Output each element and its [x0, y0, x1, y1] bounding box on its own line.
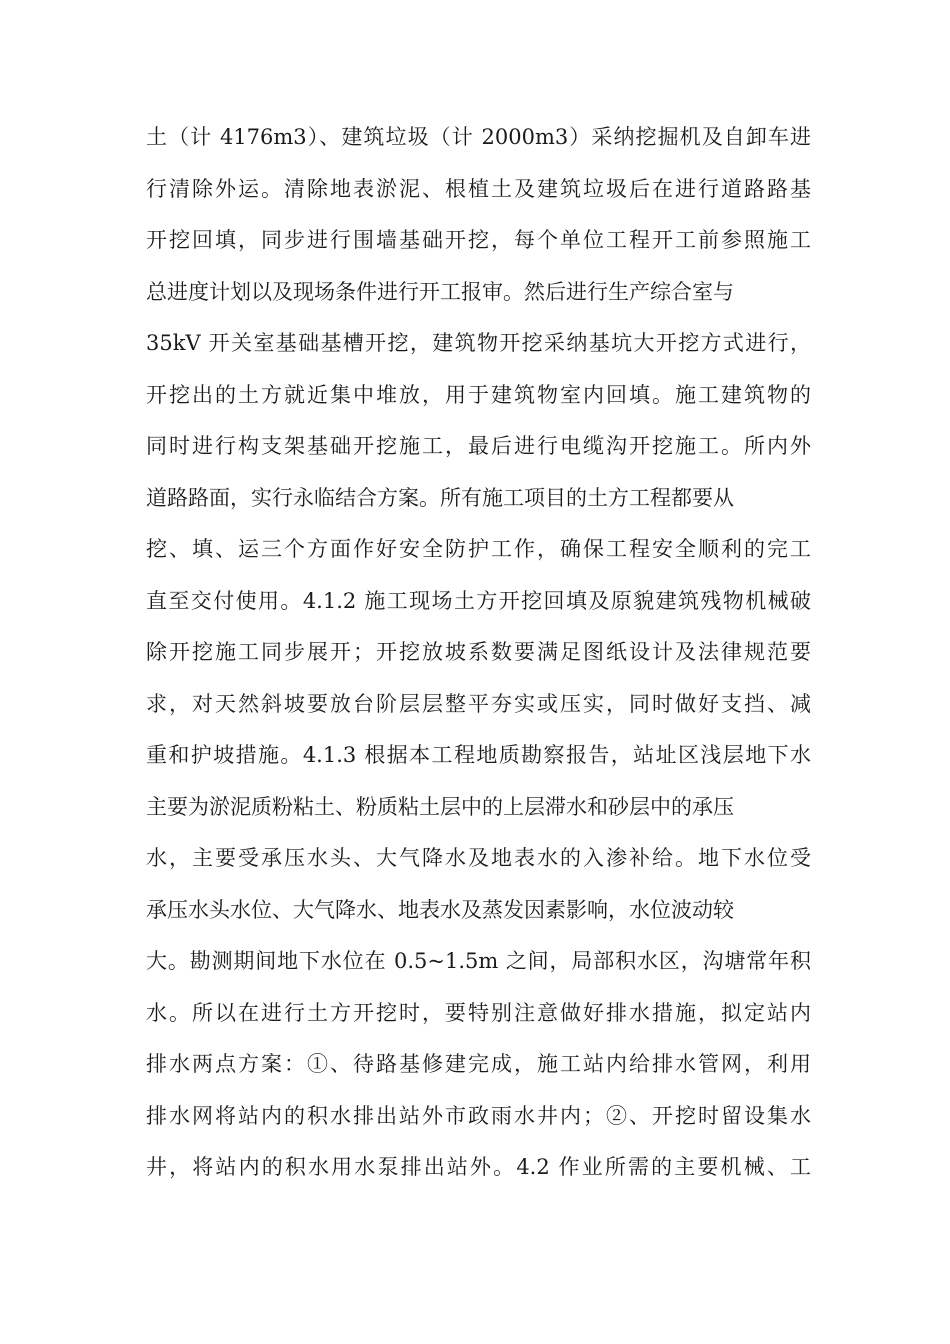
text-line-16: 承压水头水位、大气降水、地表水及蒸发因素影响，水位波动较	[146, 897, 734, 922]
text-line-18: 水。所以在进行土方开挖时，要特别注意做好排水措施，拟定站内	[146, 1000, 811, 1025]
text-line-12: 求，对天然斜坡要放台阶层层整平夯实或压实，同时做好支挡、减	[146, 691, 811, 716]
text-line-4: 总进度计划以及现场条件进行开工报审。然后进行生产综合室与	[146, 279, 734, 304]
text-line-17: 大。勘测期间地下水位在 0.5~1.5m 之间，局部积水区，沟塘常年积	[146, 949, 811, 973]
text-line-10: 直至交付使用。4.1.2 施工现场土方开挖回填及原貌建筑残物机械破	[146, 588, 811, 613]
text-line-6: 开挖出的土方就近集中堆放，用于建筑物室内回填。施工建筑物的	[146, 382, 811, 407]
text-line-7: 同时进行构支架基础开挖施工，最后进行电缆沟开挖施工。所内外	[146, 434, 811, 458]
text-line-14: 主要为淤泥质粉粘土、粉质粘土层中的上层滞水和砂层中的承压	[146, 794, 734, 819]
text-line-2: 行清除外运。清除地表淤泥、根植土及建筑垃圾后在进行道路路基	[146, 176, 811, 201]
text-line-5: 35kV 开关室基础基槽开挖，建筑物开挖采纳基坑大开挖方式进行，	[146, 331, 811, 355]
text-line-19: 排水两点方案：①、待路基修建完成，施工站内给排水管网，利用	[146, 1052, 811, 1076]
text-line-3: 开挖回填，同步进行围墙基础开挖，每个单位工程开工前参照施工	[146, 228, 811, 252]
text-line-21: 井，将站内的积水用水泵排出站外。4.2 作业所需的主要机械、工	[146, 1155, 811, 1179]
text-line-1: 土（计 4176m3）、建筑垃圾（计 2000m3）采纳挖掘机及自卸车进	[146, 125, 811, 149]
text-line-8: 道路路面，实行永临结合方案。所有施工项目的土方工程都要从	[146, 485, 734, 510]
text-line-13: 重和护坡措施。4.1.3 根据本工程地质勘察报告，站址区浅层地下水	[146, 743, 811, 767]
body-text	[146, 112, 811, 1194]
text-line-20: 排水网将站内的积水排出站外市政雨水井内；②、开挖时留设集水	[146, 1103, 811, 1128]
text-line-9: 挖、填、运三个方面作好安全防护工作，确保工程安全顺利的完工	[146, 537, 811, 561]
text-line-15: 水，主要受承压水头、大气降水及地表水的入渗补给。地下水位受	[146, 846, 811, 870]
text-line-11: 除开挖施工同步展开；开挖放坡系数要满足图纸设计及法律规范要	[146, 640, 811, 664]
